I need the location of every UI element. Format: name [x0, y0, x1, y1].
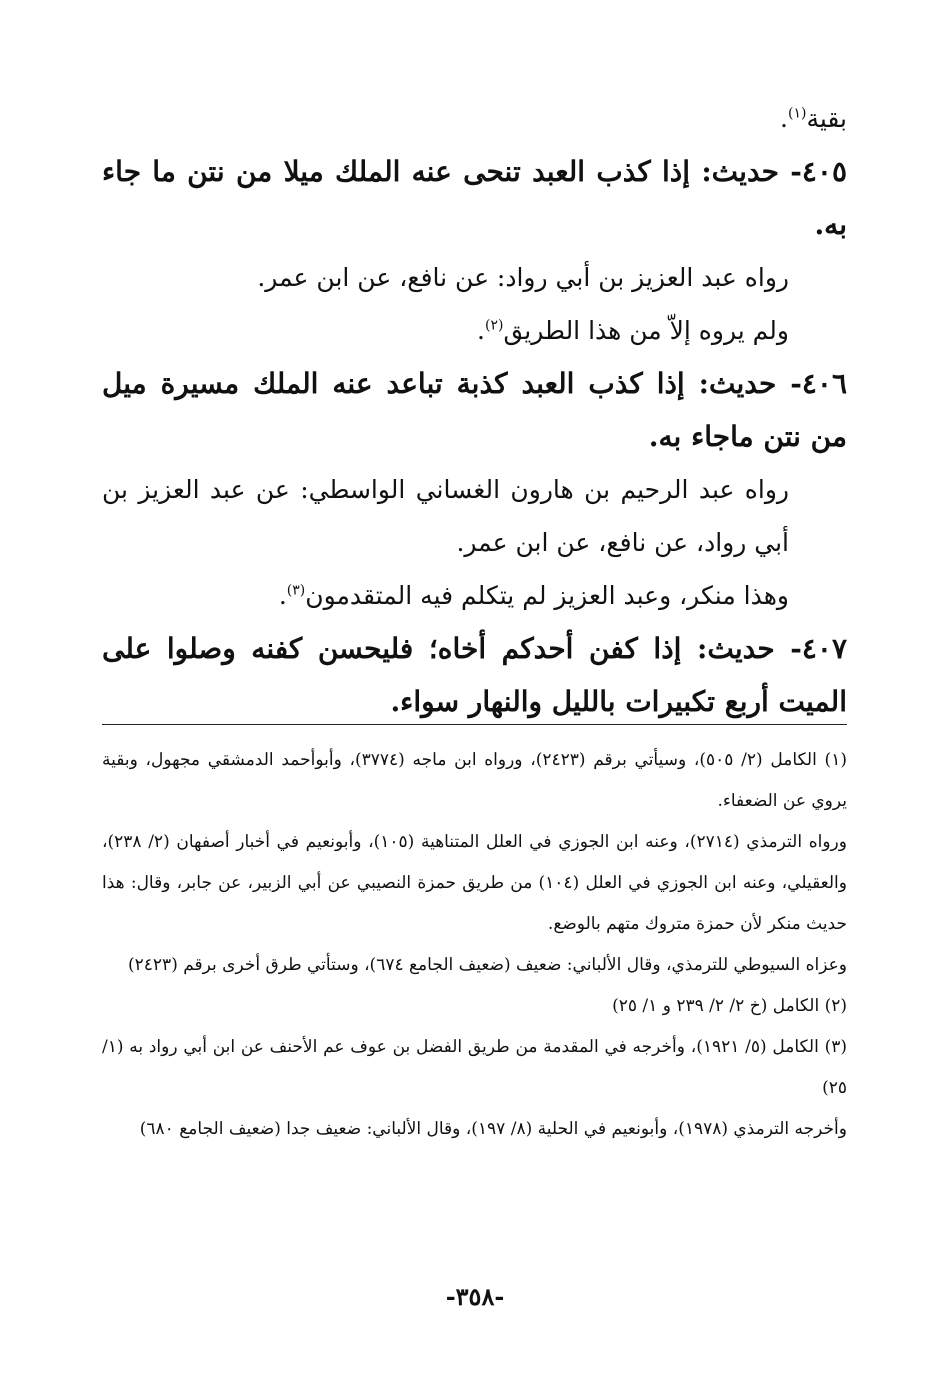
hadith-405-note: ولم يروه إلاّ من هذا الطريق$^{(٢)}$. [477, 316, 789, 345]
hadith-406-narration: رواه عبد الرحيم بن هارون الغساني الواسطي: عن عبد العزيز بن أبي رواد، عن نافع، عن ابن عمر. [102, 475, 789, 557]
hadith-407-heading: ٤٠٧- حديث: إذا كفن أحدكم أخاه؛ فليحسن كفنه وصلوا على الميت أربع تكبيرات بالليل والنهار سواء. [102, 632, 847, 718]
footnote-divider [102, 724, 847, 725]
footnote-3: (٣) الكامل (٥/ ١٩٢١)، وأخرجه في المقدمة من طريق الفضل بن عوف عم الأحنف عن ابن أبي رواد به (١/ ٢٥) [102, 1037, 847, 1098]
paragraph-continuation: بقية$^{(١)}$. [780, 104, 847, 133]
hadith-406-heading: ٤٠٦- حديث: إذا كذب العبد كذبة تباعد عنه الملك مسيرة ميل من نتن ماجاء به. [102, 367, 847, 453]
footnote-ref-3: (٣) [286, 582, 306, 599]
footnote-ref-1: (١) [787, 105, 807, 122]
footnote-1-continued: ورواه الترمذي (٢٧١٤)، وعنه ابن الجوزي في العلل المتناهية (١٠٥)، وأبونعيم في أخبار أصفهان (٢/ ٢٣٨)، والعقيلي، وعنه ابن الجوزي في العلل (١٠٤) من طريق حمزة النصيبي عن أبي الزبير، عن جابر، وقال: هذا حديث منكر لأن حمزة متروك متهم بالوضع. [102, 832, 847, 934]
footnote-ref-2: (٢) [484, 317, 504, 334]
footnote-3-continued: وأخرجه الترمذي (١٩٧٨)، وأبونعيم في الحلية (٨/ ١٩٧)، وقال الألباني: ضعيف جدا (ضعيف الجامع ٦٨٠) [139, 1119, 847, 1139]
footnote-1: (١) الكامل (٢/ ٥٠٥)، وسيأتي برقم (٢٤٢٣)، ورواه ابن ماجه (٣٧٧٤)، وأبوأحمد الدمشقي مجهول، وبقية يروي عن الضعفاء. [102, 750, 847, 811]
footnote-2: (٢) الكامل (خ ٢/ ٢/ ٢٣٩ و ١/ ٢٥) [612, 996, 847, 1016]
footnote-1-continued: وعزاه السيوطي للترمذي، وقال الألباني: ضعيف (ضعيف الجامع ٦٧٤)، وستأتي طرق أخرى برقم (٢٤٢٣) [128, 955, 847, 975]
page-number: -٣٥٨- [445, 1282, 505, 1311]
main-text [102, 92, 847, 728]
hadith-405-narration: رواه عبد العزيز بن أبي رواد: عن نافع، عن ابن عمر. [257, 263, 789, 292]
footnotes [102, 740, 847, 1150]
hadith-405-heading: ٤٠٥- حديث: إذا كذب العبد تنحى عنه الملك ميلا من نتن ما جاء به. [102, 155, 847, 241]
hadith-406-note: وهذا منكر، وعبد العزيز لم يتكلم فيه المتقدمون$^{(٣)}$. [278, 581, 789, 610]
